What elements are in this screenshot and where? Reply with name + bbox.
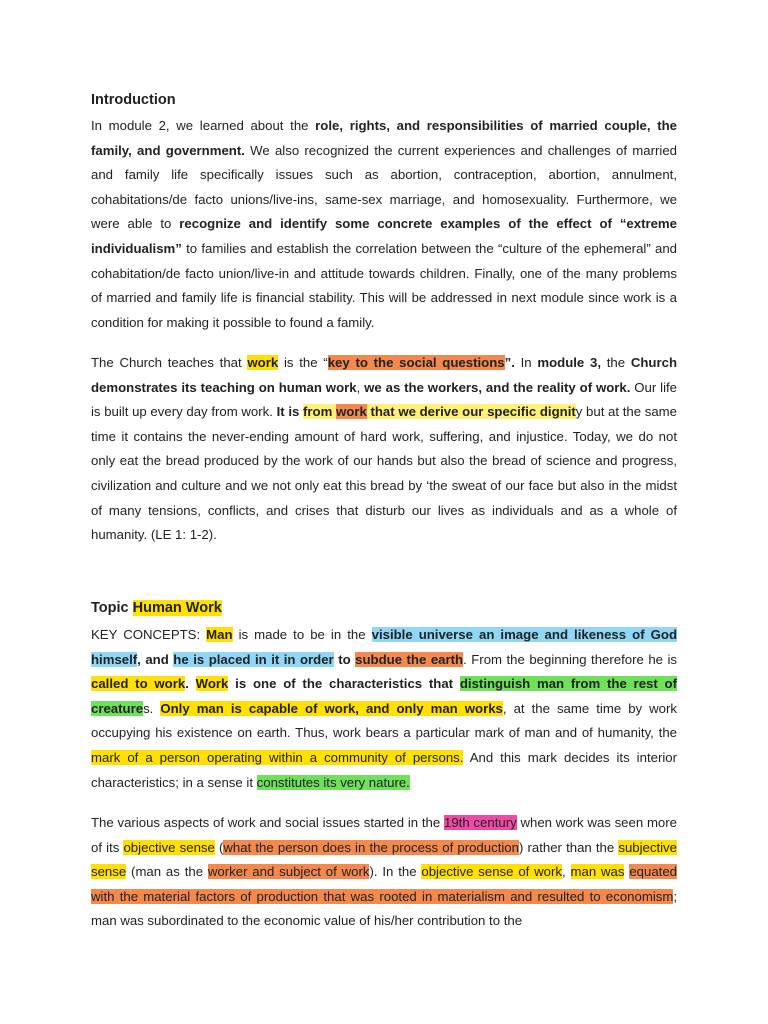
text: (man as the (126, 864, 208, 880)
highlight-placed: he is placed in it in order (173, 651, 334, 667)
text: s. (143, 700, 161, 716)
text: The various aspects of work and social issues started in the (91, 815, 444, 830)
highlight-called-to-work: called to work (91, 676, 186, 692)
highlight-subdue-earth: subdue the earth (355, 651, 464, 667)
topic-heading (91, 600, 222, 616)
introduction-paragraph-2 (91, 351, 677, 548)
text: The Church teaches that (91, 355, 248, 370)
bold-text: ”. (504, 355, 515, 370)
introduction-paragraph-1 (91, 114, 677, 335)
text: is made to be in the (232, 627, 372, 642)
text: y but at the same time it contains the never-ending amount of hard work, suffering, and injustice. Today, we do not only eat the bread produced by the work of our hands but also the bread of science and progress, civilization and culture and we not only eat this bread by ‘the sweat of our face but also in the midst of many tensions, conflicts, and crises that disturb our lives as individuals and as a whole of humanity. (LE 1: 1-2). (91, 404, 678, 543)
text: when work was seen more of its (91, 815, 677, 855)
highlight-subjective-sense: subjective sense (91, 839, 677, 880)
highlight-from: from (303, 404, 337, 420)
bold-text: we as the workers, and the reality of work. (364, 379, 631, 395)
highlight-objective-sense: objective sense (123, 839, 215, 855)
text: ). In the (369, 864, 422, 880)
text: , (562, 864, 571, 880)
highlight-work-2: work (336, 404, 367, 420)
text: the (601, 355, 631, 370)
highlight-19th-century: 19th century (444, 815, 517, 830)
highlight-mark-of-person: mark of a person operating within a community of persons. (91, 749, 464, 765)
highlight-equated-materialism: equated with the material factors of production that was rooted in materialism and resulted to economism (91, 864, 677, 904)
text: is the “ (278, 355, 328, 370)
highlight-distinguish: distinguish man from the rest of creature (91, 676, 677, 716)
text: In (514, 355, 538, 370)
highlight-objective-sense-of-work: objective sense of work (421, 864, 562, 880)
highlight-man: Man (206, 627, 233, 642)
text: , (356, 379, 365, 395)
topic-title: Human Work (132, 600, 222, 616)
introduction-heading: Introduction (91, 92, 176, 108)
highlight-man-was: man was (570, 864, 625, 880)
bold-text: . (185, 676, 196, 692)
topic-paragraph-2 (91, 811, 677, 934)
highlight-only-man: Only man is capable of work, and only man works (160, 700, 503, 716)
bold-text: module 3, (537, 355, 601, 370)
text: And this mark decides its interior characteristics; in a sense it (91, 749, 677, 790)
topic-label: Topic (91, 600, 133, 616)
bold-text: is one of the characteristics that (228, 676, 460, 692)
text: ( (214, 839, 224, 855)
text: . From the beginning therefore he is (463, 651, 678, 667)
bold-text: to (333, 651, 356, 667)
highlight-key-social-questions: key to the social questions (327, 355, 505, 370)
bold-text: role, rights, and responsibilities of married couple, the family, and government. (91, 118, 677, 158)
highlight-worker-subject: worker and subject of work (207, 864, 370, 880)
highlight-work-3: Work (195, 676, 229, 692)
text: We also recognized the current experiences and challenges of married and family life specifically issues such as abortion, contraception, abortion, annulment, cohabitations/de facto unions/live-ins, same-sex marriage, and homosexuality. Furthermore, we were able to (91, 142, 677, 232)
highlight-image-likeness: visible universe an image and likeness of God himself (91, 627, 677, 667)
text: ; man was subordinated to the economic value of his/her contribution to the (91, 888, 677, 929)
text: In module 2, we learned about the (91, 118, 316, 133)
bold-text: Church demonstrates its teaching on human work (91, 355, 677, 395)
bold-text: It is (276, 404, 304, 420)
topic-paragraph-1 (91, 623, 677, 795)
bold-text: recognize and identify some concrete examples of the effect of “extreme individualism” (91, 216, 677, 256)
text: Our life is built up every day from work. (91, 379, 677, 420)
bold-text: , and (137, 651, 174, 667)
text: ) rather than the (518, 839, 619, 855)
highlight-very-nature: constitutes its very nature. (256, 774, 410, 790)
highlight-work: work (247, 355, 279, 370)
text: to families and establish the correlation between the “culture of the ephemeral” and cohabitation/de facto union/live-in and attitude towards children. Finally, one of the many problems of married and family life is financial stability. This will be addressed in next module since work is a condition for making it possible to found a family. (91, 240, 677, 330)
highlight-specific-dignity: that we derive our specific dignit (366, 404, 576, 420)
text: , at the same time by work occupying his existence on earth. Thus, work bears a particular mark of man and of humanity, the (91, 700, 677, 741)
highlight-process-of-production: what the person does in the process of production (223, 839, 519, 855)
text: KEY CONCEPTS: (91, 627, 207, 642)
